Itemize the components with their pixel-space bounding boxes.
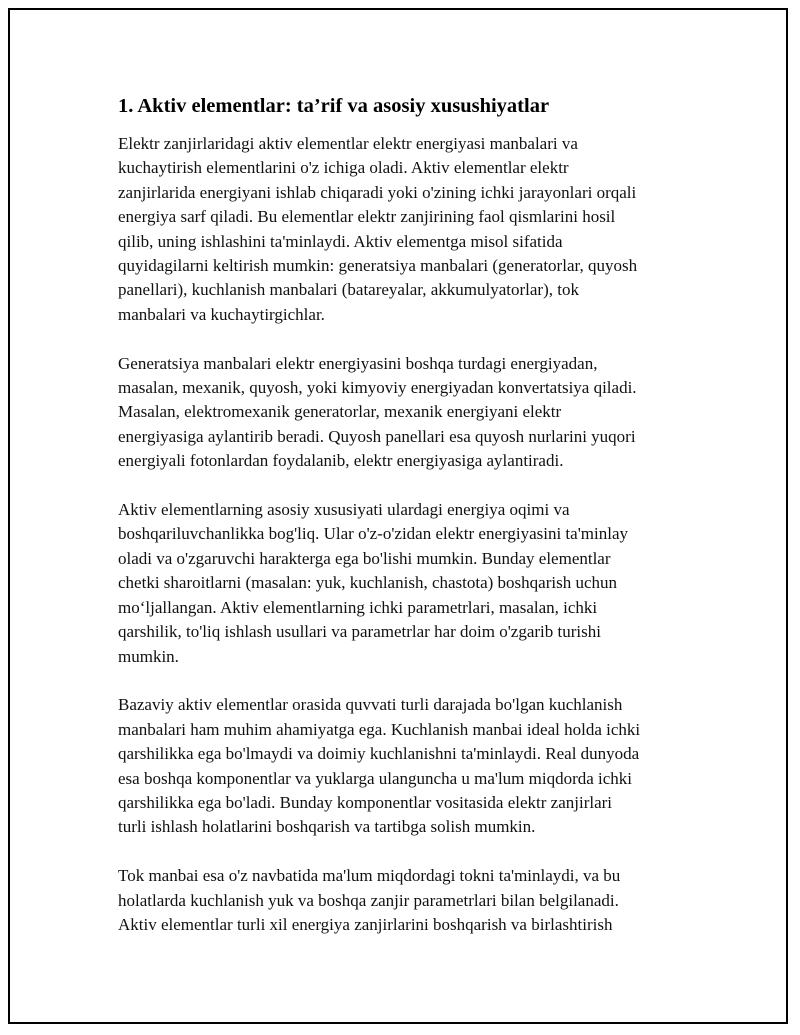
paragraph-3: Aktiv elementlarning asosiy xususiyati ulardagi energiya oqimi va boshqariluvchanlikka bog'liq. Ular o'z-o'zidan elektr energiyasini ta'minlay oladi va o'zgaruvchi harakterga ega bo'lishi mumkin. Bunday elementlar chetki sharoitlarni (masalan: yuk, kuchlanish, chastota) boshqarish uchun mo‘ljallangan. Aktiv elementlarning ichki parametrlari, masalan, ichki qarshilik, to'liq ishlash usullari va parametrlar har doim o'zgarib turishi mumkin. <box>118 500 628 666</box>
section-heading: 1. Aktiv elementlar: ta’rif va asosiy xusushiyatlar <box>118 95 550 117</box>
paragraph-1: Elektr zanjirlaridagi aktiv elementlar elektr energiyasi manbalari va kuchaytirish elementlarini o'z ichiga oladi. Aktiv elementlar elektr zanjirlarida energiyani ishlab chiqaradi yoki o'zining ichki jarayonlari orqali energiya sarf qiladi. Bu elementlar elektr zanjirining faol qismlarini hosil qilib, uning ishlashini ta'minlaydi. Aktiv elementga misol sifatida quyidagilarni keltirish mumkin: generatsiya manbalari (generatorlar, quyosh panellari), kuchlanish manbalari (batareyalar, akkumulyatorlar), tok manbalari va kuchaytirgichlar. <box>118 134 638 324</box>
document-body <box>118 92 698 962</box>
paragraph-4: Bazaviy aktiv elementlar orasida quvvati turli darajada bo'lgan kuchlanish manbalari ham muhim ahamiyatga ega. Kuchlanish manbai ideal holda ichki qarshilikka ega bo'lmaydi va doimiy kuchlanishni ta'minlaydi. Real dunyoda esa boshqa komponentlar va yuklarga ulanguncha u ma'lum miqdorda ichki qarshilikka ega bo'ladi. Bunday komponentlar vositasida elektr zanjirlari turli ishlash holatlarini boshqarish va tartibga solish mumkin. <box>118 695 641 837</box>
paragraph-2: Generatsiya manbalari elektr energiyasini boshqa turdagi energiyadan, masalan, mexanik, quyosh, yoki kimyoviy energiyadan konvertatsiya qiladi. Masalan, elektromexanik generatorlar, mexanik energiyani elektr energiyasiga aylantirib beradi. Quyosh panellari esa quyosh nurlarini yuqori energiyali fotonlardan foydalanib, elektr energiyasiga aylantiradi. <box>118 353 637 471</box>
paragraph-5: Tok manbai esa o'z navbatida ma'lum miqdordagi tokni ta'minlaydi, va bu holatlarda kuchlanish yuk va boshqa zanjir parametrlari bilan belgilanadi. Aktiv elementlar turli xil energiya zanjirlarini boshqarish va birlashtirish <box>118 866 621 934</box>
